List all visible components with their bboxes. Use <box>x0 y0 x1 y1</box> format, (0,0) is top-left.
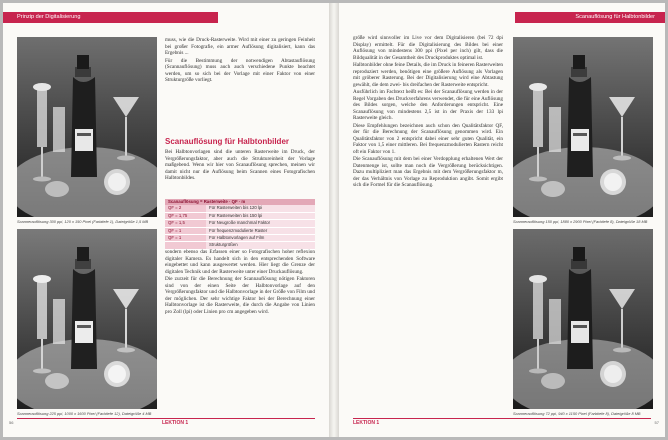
paragraph: Für die Bestimmung der notwendigen Abtastauflösung (Scannauflösung) muss auch auch verschiedene Punkte beachtet werden, um so sich bei der Vorlage mit einer Faktor von einer Strukturgröße vorliegt. <box>165 57 315 83</box>
scan-resolution-table <box>165 199 315 250</box>
paragraph: Diese Empfehlungen bezeichnen auch schon den Qualitätsfaktor QF, der für die Berechnung der Scanauflösung genommen wird. Ein Qualitätsfaktor von 2 entspricht dabei einer sehr guten Qualität, ein Faktor von 1,5 einer mittleren. Bei frequenzmodulierten Rastern reicht oft ein Faktor von 1. <box>353 122 503 155</box>
left-page <box>3 3 329 437</box>
paragraph: sondern ebenso das Erfassen einer so Fotografischen hoher reflexion digitaler Kamera. Es handelt sich in den entsprechenden Software eingebettet und kann ausgewertet werden. Hier liegt die Grenze der digitalen Technik und der Rasterweite unter einer Druckauflösung. <box>165 249 315 275</box>
champagne-still-life-image <box>513 37 653 217</box>
table-value: Für Rasterweiten bis 150 lpi <box>206 212 315 219</box>
photo-champagne-bottle-3 <box>513 37 653 217</box>
running-head: Scanauflösung für Halbtonbilder <box>515 12 665 23</box>
paragraph: muss, wie die Druck-Rasterweite. Wird mit einer zu geringen Feinheit bei großer Fotografie, ein armer Auflösung digitalisiert, kann das Ergebnis ... <box>165 37 315 56</box>
paragraph: Ausführlich im Fachtext heißt es: Bei der Scanauflösung werden in der Regel Vorgaben des Druckverfahrens verwendet, die für eine Auflösung des Bildes sorgen, welche den Anforderungen entspricht. Eine Scanauflösung von mindestens 2,5 ist in der Praxis der 133 lpi Rasterweite gleich. <box>353 89 503 121</box>
footer-lesson-label: LEKTION 1 <box>162 420 189 426</box>
footer-rule <box>353 418 651 427</box>
body-column-mid <box>165 149 315 195</box>
table-value: Für Neugroße manchmal Faktor <box>206 220 315 227</box>
table-key: QF = 1 <box>165 235 206 242</box>
table-header: Scanauflösung = Rasterweite · QF · m <box>165 199 315 205</box>
table-key: QF = 2 <box>165 205 206 212</box>
champagne-still-life-image <box>513 229 653 409</box>
body-column-bottom <box>165 249 315 409</box>
right-page <box>339 3 665 437</box>
table-key: QF = 1,75 <box>165 212 206 219</box>
table-value: Für frequenzmodulierte Raster <box>206 227 315 234</box>
paragraph: größe wird sinnvoller im Live vor dem Digitalisieren (bei 72 dpi Display) ermittelt. Für die Digitalisierung des Bildes bei einer Auflösung von mindestens 300 ppi (Pixel per inch) gilt, dass die Bildqualität in der Gesamtheit des Druckproduktes optimal ist. <box>353 35 503 61</box>
page-number: 56 <box>9 420 14 425</box>
champagne-still-life-image <box>17 229 157 409</box>
body-column <box>353 35 503 407</box>
table-key: QF = 1 <box>165 227 206 234</box>
table-value: Für Rasterweiten bis 120 lpi <box>206 205 315 212</box>
page-number: 57 <box>654 420 659 425</box>
paragraph: Bei Halbtonvorlagen sind die unteren Rasterweite im Druck, der Vergrößerungsfaktor, aber auch die Struktureinheit der Vorlage maßgebend. Wenn wir hier von Scanauflösung sprechen, meinen wir damit nicht nur die Auflösung beim Scannen eines Fotografischen Halbtonbildes. <box>165 149 315 181</box>
photo-champagne-bottle <box>17 37 157 217</box>
photo-caption-2: Scannerauflösung 225 ppi, 1000 x 1600 Pixel (Farbtiefe 12), Dateigröße 4 MB <box>17 411 152 416</box>
running-head: Prinzip der Digitalisierung <box>3 12 218 23</box>
photo-champagne-bottle-2 <box>17 229 157 409</box>
paragraph: Die zurzeit für die Berechnung der Scannauflösung nötigen Faktoren sind von der einen Seite der Halbtonvorlage auf den Vergrößerungsfaktor und die Halbtonvorlage in der Größe von Film und der möglichen. Der sehr wichtige Faktor bei der Berechnung einer Halbtonvorlage ist die Rasterweite, die durch die Angabe von Linien pro Zoll (lpi) oder Linien pro cm angegeben wird. <box>165 276 315 315</box>
table-value: Für Halbtonvorlagen auf Film <box>206 235 315 242</box>
paragraph: Die Scanauflösung mit dem bei einer Verdopplung erhaltenen Wert der Datenmenge ist, sollte man noch die Vergrößerung berücksichtigen. Dazu multipliziert man das Ergebnis mit dem Vergrößerungsfaktor m, der das Verhältnis von Vorlage zu Reproduktion angibt. Somit ergibt sich die Formel für die Scanauflösung. <box>353 156 503 188</box>
book-gutter <box>329 3 339 437</box>
table-key: QF = 1,5 <box>165 220 206 227</box>
photo-caption-1: Scannerauflösung 150 ppi, 1880 x 2900 Pixel (Farbtiefe 8), Dateigröße 18 MB <box>513 219 648 224</box>
section-heading: Scanauflösung für Halbtonbilder <box>165 137 290 146</box>
photo-champagne-bottle-4 <box>513 229 653 409</box>
champagne-still-life-image <box>17 37 157 217</box>
table-value: Strukturgrößen <box>206 242 315 249</box>
footer-lesson-label: LEKTION 1 <box>353 420 380 426</box>
photo-caption-1: Scannerauflösung 300 ppi, 120 x 150 Pixel (Farbtiefe 1), Dateigröße 1,5 MB <box>17 219 149 224</box>
photo-caption-2: Scannerauflösung 72 ppi, 940 x 1150 Pixel (Farbtiefe 8), Dateigröße 8 MB <box>513 411 641 416</box>
footer-rule <box>17 418 315 427</box>
paragraph: Halbtonbilder ohne feine Details, die im Druck in feineren Rasterweiten reproduziert werden, benötigen eine größere Auflösung als Vorlagen mit gröberer Rasterung. Bei der Digitalisierung wird eine Abtastung gewählt, die dem zwei- bis dreifachen der Rasterweite entspricht. <box>353 62 503 88</box>
body-column-top <box>165 37 315 135</box>
